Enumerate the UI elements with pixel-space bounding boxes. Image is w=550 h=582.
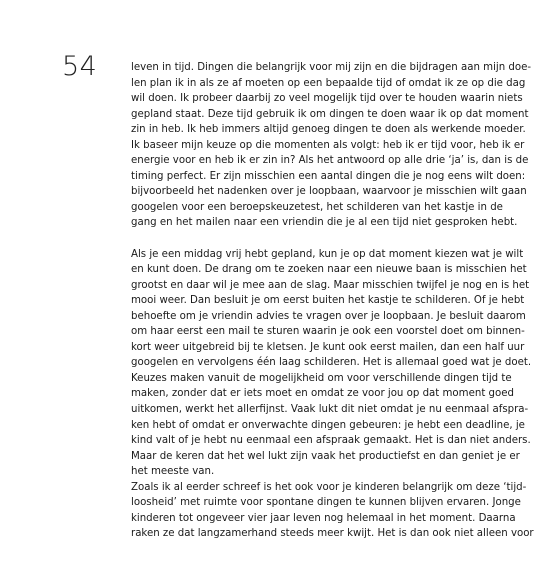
- text-line: timing perfect. Er zijn misschien een aantal dingen die je nog eens wilt doen:: [131, 170, 526, 182]
- text-line: raken ze dat langzamerhand steeds meer kwijt. Het is dan ook niet alleen voor: [131, 528, 534, 540]
- text-line: leven in tijd. Dingen die belangrijk voor mij zijn en die bijdragen aan mijn doe-: [131, 62, 532, 73]
- text-line: Maar de keren dat het wel lukt zijn vaak het productiefst en dan geniet je er: [131, 450, 520, 462]
- paragraph-gap: [131, 231, 511, 247]
- paragraph-1: [131, 60, 532, 231]
- page-number: 54: [62, 51, 98, 82]
- text-line: uitkomen, werkt het allerfijnst. Vaak lukt dit niet omdat je nu eenmaal afspra-: [131, 404, 529, 416]
- text-line: googelen voor een beroepskeuzetest, het schilderen van het kastje in de: [131, 201, 503, 213]
- text-line: behoefte om je vriendin advies te vragen over je loopbaan. Je besluit daarom: [131, 310, 526, 322]
- text-line: gepland staat. Deze tijd gebruik ik om dingen te doen waar ik op dat moment: [131, 108, 529, 120]
- paragraph-2: [131, 247, 532, 480]
- text-line: Ik baseer mijn keuze op die momenten als volgt: heb ik er tijd voor, heb ik er: [131, 139, 525, 151]
- text-line: len plan ik in als ze af moeten op een bepaalde tijd of omdat ik ze op die dag: [131, 77, 526, 89]
- text-line: om haar eerst een mail te sturen waarin je ook een voorstel doet om binnen-: [131, 326, 525, 338]
- text-line: googelen en vervolgens één laag schilderen. Het is allemaal goed wat je doet.: [131, 357, 532, 369]
- text-line: Keuzes maken vanuit de mogelijkheid om voor verschillende dingen tijd te: [131, 372, 512, 384]
- text-line: maken, zonder dat er iets moet en omdat ze voor jou op dat moment goed: [131, 388, 514, 400]
- text-line: kort weer uitgebreid bij te kletsen. Je kunt ook eerst mailen, dan een half uur: [131, 341, 525, 353]
- text-line: en kunt doen. De drang om te zoeken naar een nieuwe baan is misschien het: [131, 264, 527, 276]
- text-line: Als je een middag vrij hebt gepland, kun je op dat moment kiezen wat je wilt: [131, 248, 524, 260]
- text-line: kinderen tot ongeveer vier jaar leven nog helemaal in het moment. Daarna: [131, 512, 516, 524]
- paragraph-3: [131, 480, 534, 542]
- text-line: zin in heb. Ik heb immers altijd genoeg dingen te doen als werkende moeder.: [131, 124, 526, 136]
- text-line: ken hebt of omdat er onverwachte dingen gebeuren: je hebt een deadline, je: [131, 419, 525, 431]
- text-line: bijvoorbeeld het nadenken over je loopbaan, waarvoor je misschien wilt gaan: [131, 186, 527, 198]
- text-line: mooi weer. Dan besluit je om eerst buiten het kastje te schilderen. Of je hebt: [131, 295, 525, 307]
- text-line: gang en het mailen naar een vriendin die je al een tijd niet gesproken hebt.: [131, 217, 518, 229]
- text-line: kind valt of je hebt nu eenmaal een afspraak gemaakt. Het is dan niet anders.: [131, 435, 531, 447]
- text-line: Zoals ik al eerder schreef is het ook voor je kinderen belangrijk om deze ‘tijd-: [131, 481, 527, 493]
- text-line: het meeste van.: [131, 466, 215, 478]
- text-line: grootst en daar wil je mee aan de slag. Maar misschien twijfel je nog en is het: [131, 279, 530, 291]
- text-line: wil doen. Ik probeer daarbij zo veel mogelijk tijd over te houden waarin niets: [131, 93, 523, 105]
- text-line: energie voor en heb ik er zin in? Als het antwoord op alle drie ‘ja’ is, dan is de: [131, 155, 529, 167]
- body-text: [131, 60, 534, 542]
- text-line: loosheid’ met ruimte voor spontane dingen te kunnen blijven ervaren. Jonge: [131, 497, 521, 509]
